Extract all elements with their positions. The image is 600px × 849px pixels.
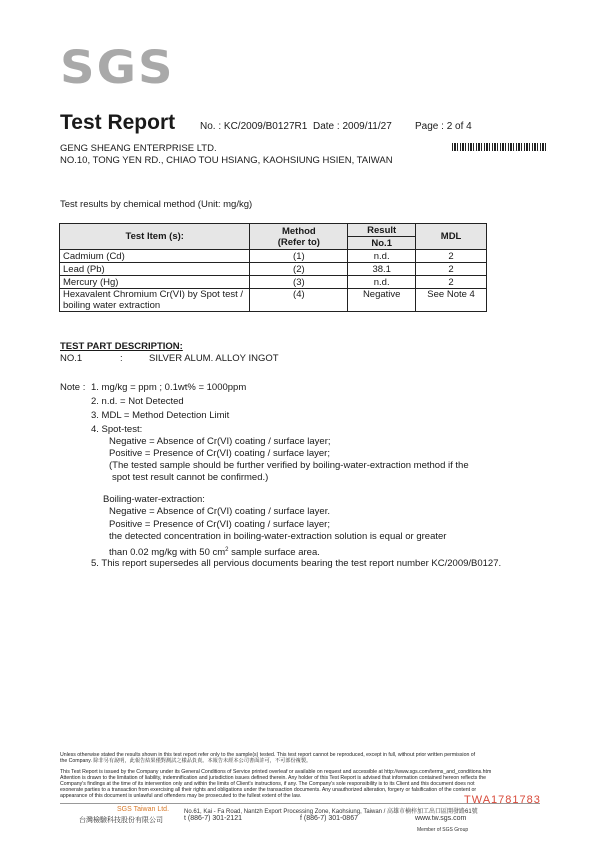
part-description: SILVER ALUM. ALLOY INGOT bbox=[149, 353, 279, 364]
cell-result: n.d. bbox=[348, 276, 416, 289]
company-name: GENG SHEANG ENTERPRISE LTD. bbox=[60, 143, 217, 154]
terms-3: Company's findings at the time of its intervention only and within the limits of Client's instructions, if any. The Company's sole responsibility is to its Client and this document does not bbox=[60, 781, 475, 787]
header-method bbox=[250, 224, 348, 250]
spot-positive: Positive = Presence of Cr(VI) coating / surface layer; bbox=[109, 448, 330, 459]
cell-item: Mercury (Hg) bbox=[60, 276, 250, 289]
boiling-detail-2 bbox=[109, 544, 320, 559]
table-row bbox=[60, 289, 487, 312]
branch-name-zh: 台灣檢驗科技股份有限公司 bbox=[79, 817, 163, 824]
results-table bbox=[59, 223, 487, 312]
cell-method: (3) bbox=[250, 276, 348, 289]
boiling-positive: Positive = Presence of Cr(VI) coating / surface layer; bbox=[109, 519, 330, 530]
cell-result: 38.1 bbox=[348, 263, 416, 276]
member-of-sgs: Member of SGS Group bbox=[417, 827, 469, 833]
boiling-heading: Boiling-water-extraction: bbox=[103, 494, 205, 505]
header-method-line1: Method bbox=[281, 225, 316, 237]
report-number: No. : KC/2009/B0127R1 bbox=[200, 121, 308, 132]
disclaimer-1: Unless otherwise stated the results shown in this test report refer only to the sample(s) tested. This test report cannot be reproduced, except in full, without prior written permission of bbox=[60, 752, 476, 758]
boiling-detail-2-text: than 0.02 mg/kg with 50 cm bbox=[109, 547, 226, 559]
results-subtitle: Test results by chemical method (Unit: mg/kg) bbox=[60, 199, 253, 210]
header-result: Result bbox=[348, 224, 416, 237]
cell-item-line1: Hexavalent Chromium Cr(VI) by Spot test / bbox=[63, 289, 244, 300]
note-3: 3. MDL = Method Detection Limit bbox=[91, 410, 230, 421]
note-label: Note : bbox=[60, 382, 86, 393]
company-address: NO.10, TONG YEN RD., CHIAO TOU HSIANG, KAOHSIUNG HSIEN, TAIWAN bbox=[60, 155, 393, 166]
part-colon: : bbox=[120, 353, 123, 364]
header-test-item: Test Item (s): bbox=[60, 224, 250, 250]
cell-mdl: See Note 4 bbox=[416, 289, 487, 312]
header-method-line2: (Refer to) bbox=[277, 236, 320, 248]
table-row bbox=[60, 276, 487, 289]
disclaimer-2: the Company. 除非另有說明，此報告結果僅對測試之樣品負責。本報告未經本公司書面許可，不可部份複製。 bbox=[60, 758, 312, 764]
part-number: NO.1 bbox=[60, 353, 83, 364]
branch-address: No.61, Kai - Fa Road, Nantzh Export Processing Zone, Kaohsiung, Taiwan / 高雄市楠梓加工出口區開發路61號 bbox=[184, 809, 478, 815]
spot-negative: Negative = Absence of Cr(VI) coating / surface layer; bbox=[109, 436, 331, 447]
cell-item: Lead (Pb) bbox=[60, 263, 250, 276]
note-1: 1. mg/kg = ppm ; 0.1wt% = 1000ppm bbox=[91, 382, 247, 393]
note-5: 5. This report supersedes all pervious documents bearing the test report number KC/2009/B0127. bbox=[91, 558, 502, 569]
cell-result: n.d. bbox=[348, 250, 416, 263]
spot-remark-1: (The tested sample should be further verified by boiling-water-extraction method if the bbox=[109, 460, 469, 471]
terms-5: appearance of this document is unlawful and offenders may be prosecuted to the fullest extent of the law. bbox=[60, 793, 301, 799]
header-sample-no: No.1 bbox=[348, 237, 416, 250]
page-title: Test Report bbox=[60, 111, 176, 134]
cell-result: Negative bbox=[348, 289, 416, 312]
page-number: Page : 2 of 4 bbox=[415, 121, 472, 132]
cell-mdl: 2 bbox=[416, 263, 487, 276]
header-mdl: MDL bbox=[416, 224, 487, 250]
report-date: Date : 2009/11/27 bbox=[313, 121, 392, 132]
terms-2: Attention is drawn to the limitation of liability, indemnification and jurisdiction issues defined therein. Any holder of this Test Report is advised that information contained hereon reflects the bbox=[60, 775, 486, 781]
barcode-icon bbox=[452, 143, 546, 151]
boiling-detail-1: the detected concentration in boiling-water-extraction solution is equal or greater bbox=[109, 531, 447, 542]
table-row bbox=[60, 263, 487, 276]
terms-1: This Test Report is issued by the Company under its General Conditions of Service printed overleaf or available on request and accessible at http://www.sgs.com/terms_and_conditions.htm bbox=[60, 769, 492, 775]
branch-name-en: SGS Taiwan Ltd. bbox=[117, 806, 170, 813]
cell-item bbox=[60, 289, 250, 312]
cell-mdl: 2 bbox=[416, 250, 487, 263]
squared-sup: 2 bbox=[225, 547, 229, 553]
cell-method: (4) bbox=[250, 289, 348, 312]
note-4: 4. Spot-test: bbox=[91, 424, 143, 435]
terms-4: exonerate parties to a transaction from exercising all their rights and obligations under the transaction documents. Any unauthorized alteration, forgery or falsification of the content or bbox=[60, 787, 477, 793]
test-part-heading: TEST PART DESCRIPTION: bbox=[60, 341, 183, 352]
table-row bbox=[60, 250, 487, 263]
fax: f (886-7) 301-0867 bbox=[300, 815, 358, 822]
cell-mdl: 2 bbox=[416, 276, 487, 289]
sgs-logo: SGS bbox=[60, 41, 175, 95]
footer-divider bbox=[60, 803, 540, 804]
cell-method: (1) bbox=[250, 250, 348, 263]
serial-number: TWA1781783 bbox=[464, 794, 541, 806]
cell-method: (2) bbox=[250, 263, 348, 276]
telephone: t (886-7) 301-2121 bbox=[184, 815, 242, 822]
cell-item-line2: boiling water extraction bbox=[63, 300, 161, 311]
boiling-detail-2-end: sample surface area. bbox=[228, 547, 320, 559]
boiling-negative: Negative = Absence of Cr(VI) coating / surface layer. bbox=[109, 506, 330, 517]
spot-remark-2: spot test result cannot be confirmed.) bbox=[112, 472, 269, 483]
website: www.tw.sgs.com bbox=[415, 815, 467, 822]
cell-item: Cadmium (Cd) bbox=[60, 250, 250, 263]
note-2: 2. n.d. = Not Detected bbox=[91, 396, 184, 407]
